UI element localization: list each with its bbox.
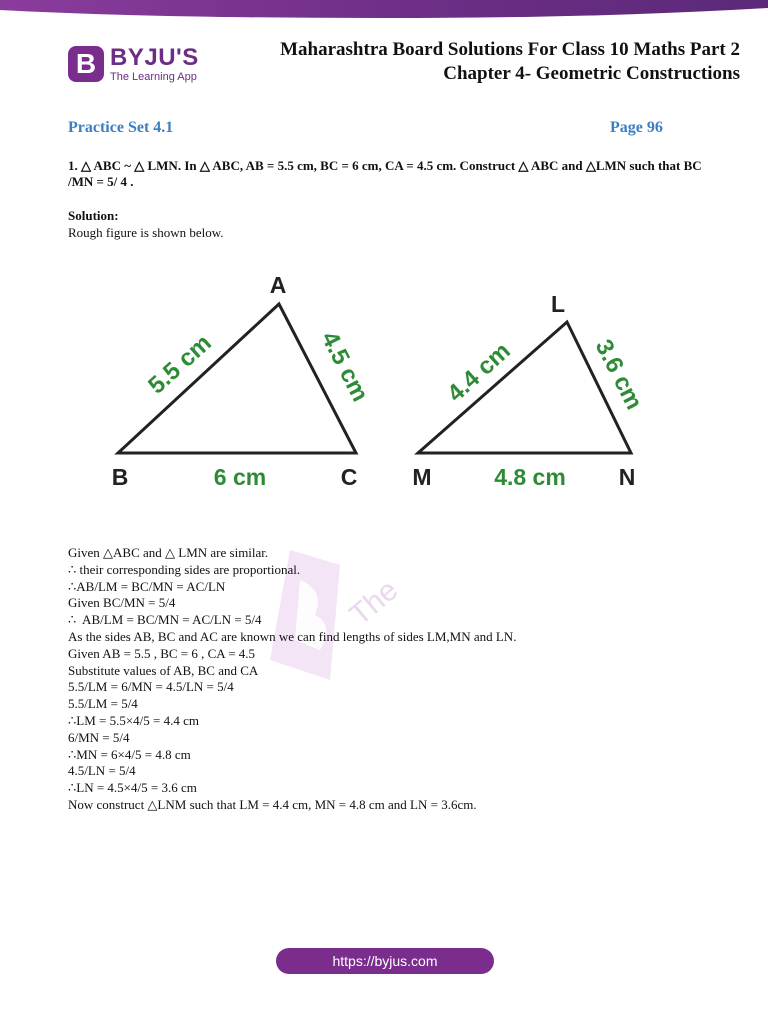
triangle-abc <box>112 272 374 490</box>
solution-line: ∴ AB/LM = BC/MN = AC/LN = 5/4 <box>68 612 262 628</box>
question-text: 1. △ ABC ~ △ LMN. In △ ABC, AB = 5.5 cm, BC = 6 cm, CA = 4.5 cm. Construct △ ABC and △LMN such that BC /MN = 5/ 4 . <box>68 158 702 189</box>
logo-tagline: The Learning App <box>110 71 197 83</box>
triangle-lmn <box>412 291 647 490</box>
side-label-ab: 5.5 cm <box>143 329 217 400</box>
solution-line: ∴LN = 4.5×4/5 = 3.6 cm <box>68 780 197 796</box>
side-label-ln: 3.6 cm <box>589 335 648 415</box>
top-gradient-bar <box>0 0 768 20</box>
practice-set-label: Practice Set 4.1 <box>68 119 174 136</box>
solution-steps <box>68 545 708 814</box>
logo-badge: B <box>68 46 104 82</box>
side-label-ac: 4.5 cm <box>315 327 374 407</box>
side-label-mn: 4.8 cm <box>494 464 566 490</box>
header-line-1: Maharashtra Board Solutions For Class 10 Maths Part 2 <box>280 39 740 60</box>
solution-line: ∴MN = 6×4/5 = 4.8 cm <box>68 746 191 762</box>
solution-line: ∴AB/LM = BC/MN = AC/LN <box>68 578 226 594</box>
vertex-label-l: L <box>550 291 566 317</box>
solution-line: Substitute values of AB, BC and CA <box>68 662 259 678</box>
solution-line: ∴LM = 5.5×4/5 = 4.4 cm <box>68 712 200 728</box>
solution-line: ∴ their corresponding sides are proportional. <box>68 561 301 577</box>
solution-line: Given △ABC and △ LMN are similar. <box>68 545 269 560</box>
header-line-2: Chapter 4- Geometric Constructions <box>443 63 740 84</box>
vertex-label-a: A <box>269 272 287 298</box>
vertex-label-b: B <box>111 464 129 490</box>
solution-intro: Rough figure is shown below. <box>68 225 224 240</box>
vertex-label-m: M <box>412 464 432 490</box>
solution-line: Given AB = 5.5 , BC = 6 , CA = 4.5 <box>68 645 256 661</box>
solution-line: Now construct △LNM such that LM = 4.4 cm, MN = 4.8 cm and LN = 3.6cm. <box>68 796 477 812</box>
logo-name: BYJU'S <box>110 44 199 71</box>
vertex-label-c: C <box>340 464 358 490</box>
rough-figure <box>0 260 768 500</box>
side-label-bc: 6 cm <box>213 464 267 490</box>
solution-line: 5.5/LM = 6/MN = 4.5/LN = 5/4 <box>68 679 234 695</box>
solution-label: Solution: <box>68 208 119 223</box>
page-number: Page 96 <box>610 119 663 136</box>
solution-line: 4.5/LN = 5/4 <box>68 763 136 779</box>
side-label-lm: 4.4 cm <box>442 337 516 408</box>
solution-line: 6/MN = 5/4 <box>68 729 130 745</box>
byjus-logo <box>68 44 238 88</box>
solution-line: As the sides AB, BC and AC are known we can find lengths of sides LM,MN and LN. <box>68 628 517 644</box>
solution-line: Given BC/MN = 5/4 <box>68 595 176 611</box>
watermark-text: The <box>343 573 405 632</box>
solution-line: 5.5/LM = 5/4 <box>68 696 138 712</box>
vertex-label-n: N <box>618 464 636 490</box>
footer-url-link[interactable]: https://byjus.com <box>276 948 494 974</box>
header-title <box>280 38 740 86</box>
